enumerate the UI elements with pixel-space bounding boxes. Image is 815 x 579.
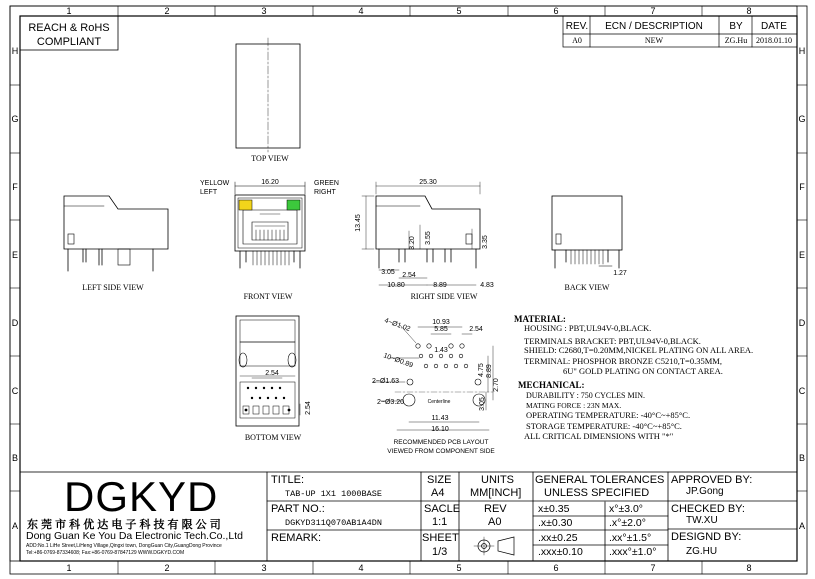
row-letter: H <box>11 46 19 56</box>
col-num: 3 <box>261 563 267 573</box>
mechanical-line: ALL CRITICAL DIMENSIONS WITH "*" <box>524 431 674 441</box>
pcb-dim-585: 5.85 <box>434 326 448 333</box>
col-num: 7 <box>650 563 656 573</box>
revision-table <box>563 16 797 47</box>
pcb-dim-163: 2~Ø1.63 <box>372 378 400 385</box>
mechanical-line: MATING FORCE : 23N MAX. <box>526 401 622 410</box>
row-letter: B <box>11 453 19 463</box>
rev-label: REV <box>484 503 507 515</box>
dim-bottom-254b: 2.54 <box>305 401 312 415</box>
row-letter: G <box>11 114 19 124</box>
row-letter: F <box>799 182 805 192</box>
pcb-dim-1610: 16.10 <box>431 426 449 433</box>
dim-side-height: 13.45 <box>355 214 362 232</box>
row-letter: E <box>11 250 19 260</box>
front-right-label: RIGHT <box>314 189 336 196</box>
tolerance-heading-1: GENERAL TOLERANCES <box>535 474 665 486</box>
pcb-dim-320: 2~Ø3.20 <box>377 399 405 406</box>
back-view-label: BACK VIEW <box>564 283 610 292</box>
date-header: DATE <box>761 21 787 32</box>
dim-side-width: 25.30 <box>419 179 437 186</box>
material-line: TERMINALS BRACKET: PBT,UL94V-0,BLACK. <box>524 336 701 346</box>
col-num: 8 <box>746 563 752 573</box>
checked-value: TW.XU <box>686 515 718 526</box>
bottom-view <box>236 316 312 426</box>
compliance-box <box>20 16 118 50</box>
checked-label: CHECKED BY: <box>671 503 745 515</box>
col-num: 2 <box>164 563 170 573</box>
partno-label: PART NO.: <box>271 503 325 515</box>
column-numbers-top <box>66 6 751 16</box>
dim-335: 3.35 <box>482 235 489 249</box>
designed-value: ZG.HU <box>686 546 718 557</box>
tolerance-linear: .xx±0.25 <box>538 532 578 544</box>
units-label: UNITS <box>481 474 514 486</box>
row-letter: A <box>798 521 806 531</box>
col-num: 1 <box>66 6 72 16</box>
units-value: MM[INCH] <box>470 487 522 499</box>
pcb-dim-254: 2.54 <box>469 326 483 333</box>
company-address: ADD:No.1 LiHe Street,LiHeng Village,Qingxi town, DongGuan City,GuangDong Province <box>26 543 222 549</box>
right-view-label: RIGHT SIDE VIEW <box>410 292 478 301</box>
bottom-view-label: BOTTOM VIEW <box>244 433 302 442</box>
mechanical-line: DURABILITY : 750 CYCLES MIN. <box>526 391 646 400</box>
dim-front-width: 16.20 <box>261 179 279 186</box>
pcb-dim-102: 4~Ø1.02 <box>383 317 412 334</box>
row-letters-right <box>798 46 805 531</box>
left-view-label: LEFT SIDE VIEW <box>82 283 144 292</box>
company-logo: DGKYD <box>64 473 219 520</box>
col-num: 4 <box>358 563 364 573</box>
tolerance-angular: .xx°±1.5° <box>609 532 652 544</box>
approved-label: APPROVED BY: <box>671 474 753 486</box>
designed-label: DESIGND BY: <box>671 531 742 543</box>
back-view <box>552 196 627 277</box>
col-num: 5 <box>456 563 462 573</box>
col-num: 1 <box>66 563 72 573</box>
sheet-value: 1/3 <box>432 546 448 558</box>
pcb-dim-475: 4.75 <box>478 363 485 377</box>
pcb-dim-143: 1.43 <box>434 347 448 354</box>
row-letter: H <box>798 46 806 56</box>
material-title: MATERIAL: <box>514 314 566 324</box>
projection-symbol-icon <box>474 537 514 555</box>
remark-label: REMARK: <box>271 532 322 544</box>
top-view <box>236 38 300 152</box>
mechanical-line: OPERATING TEMPERATURE: -40°C~+85°C. <box>526 410 691 420</box>
ecn-header: ECN / DESCRIPTION <box>605 21 703 32</box>
tolerance-heading-2: UNLESS SPECIFIED <box>544 487 650 499</box>
green-led <box>287 200 300 210</box>
pcb-dim-305: 3.05 <box>479 397 486 411</box>
material-notes <box>514 314 753 376</box>
dim-back-127: 1.27 <box>613 270 627 277</box>
row-letter: C <box>798 386 806 396</box>
right-side-view <box>355 179 494 289</box>
compliance-line1: REACH & RoHS <box>28 22 110 34</box>
pcb-dim-889: 8.89 <box>486 364 493 378</box>
material-line: 6U" GOLD PLATING ON CONTACT AREA. <box>563 366 723 376</box>
front-green-label: GREEN <box>314 180 339 187</box>
approved-value: JP.Gong <box>686 486 724 497</box>
company-name-en: Dong Guan Ke You Da Electronic Tech.Co.,Ltd <box>26 530 243 542</box>
tolerance-angular: .x°±2.0° <box>609 517 646 529</box>
col-num: 8 <box>746 6 752 16</box>
top-view-label: TOP VIEW <box>251 154 289 163</box>
size-label: SIZE <box>427 474 452 486</box>
material-line: TERMINAL: PHOSPHOR BRONZE C5210,T=0.35MM, <box>524 356 722 366</box>
ecn-value: NEW <box>644 36 664 45</box>
dim-483: 4.83 <box>480 282 494 289</box>
date-value: 2018.01.10 <box>756 36 792 45</box>
dim-254: 2.54 <box>402 272 416 279</box>
yellow-led <box>239 200 252 210</box>
tolerance-angular: .xxx°±1.0° <box>609 546 657 558</box>
tolerance-linear: .xxx±0.10 <box>538 546 583 558</box>
tolerance-angular: x°±3.0° <box>609 503 644 515</box>
material-line: HOUSING : PBT,UL94V-0,BLACK. <box>524 323 652 333</box>
pcb-layout <box>372 317 500 433</box>
front-view-label: FRONT VIEW <box>243 292 293 301</box>
front-left-label: LEFT <box>200 189 218 196</box>
sheet-label: SHEET <box>422 532 459 544</box>
pcb-dim-089: 10~Ø0.89 <box>382 352 414 370</box>
tolerance-linear: .x±0.30 <box>538 517 573 529</box>
mechanical-line: STORAGE TEMPERATURE: -40°C~+85°C. <box>526 421 682 431</box>
rev-value: A0 <box>572 36 582 45</box>
dim-1080: 10.80 <box>387 282 405 289</box>
rev-value: A0 <box>488 516 502 528</box>
col-num: 7 <box>650 6 656 16</box>
col-num: 3 <box>261 6 267 16</box>
col-num: 4 <box>358 6 364 16</box>
row-letter: A <box>11 521 19 531</box>
pcb-label-line2: VIEWED FROM COMPONENT SIDE <box>387 448 495 455</box>
title-label: TITLE: <box>271 474 305 486</box>
row-letter: D <box>11 318 19 328</box>
partno-value: DGKYD311Q070AB1A4DN <box>285 518 382 528</box>
row-letter: E <box>798 250 806 260</box>
material-line: SHIELD: C2680,T=0.20MM,NICKEL PLATING ON ALL AREA. <box>524 345 754 355</box>
size-value: A4 <box>431 487 445 499</box>
row-letter: F <box>12 182 18 192</box>
mechanical-notes <box>518 380 690 441</box>
col-num: 6 <box>553 6 559 16</box>
tolerance-linear: x±0.35 <box>538 503 570 515</box>
row-letters-left <box>11 46 18 531</box>
by-header: BY <box>729 21 743 32</box>
scale-label: SACLE <box>424 503 461 515</box>
front-yellow-label: YELLOW <box>200 180 230 187</box>
dim-355: 3.55 <box>425 231 432 245</box>
compliance-line2: COMPLIANT <box>36 36 102 48</box>
scale-value: 1:1 <box>432 516 448 528</box>
front-view <box>200 179 339 268</box>
row-letter: D <box>798 318 806 328</box>
pcb-dim-270: 2.70 <box>493 378 500 392</box>
dim-305: 3.05 <box>381 269 395 276</box>
pcb-centerline-label: Centerline <box>427 399 451 405</box>
title-value: TAB-UP 1X1 1000BASE <box>285 489 382 499</box>
col-num: 6 <box>553 563 559 573</box>
company-name-cn: 东 莞 市 科 优 达 电 子 科 技 有 限 公 司 <box>27 519 221 531</box>
dim-889: 8.89 <box>433 282 447 289</box>
pcb-label-line1: RECOMMENDED PCB LAYOUT <box>393 439 489 446</box>
rev-header: REV. <box>565 21 589 32</box>
row-letter: B <box>798 453 806 463</box>
company-contact: Tel:+86-0769-87334608; Fax:+86-0769-87847129 WWW.DGKYD.COM <box>26 550 185 556</box>
dim-320: 3.20 <box>409 236 416 250</box>
column-numbers-bottom <box>66 563 751 573</box>
pcb-dim-1143: 11.43 <box>431 415 449 422</box>
by-value: ZG.Hu <box>724 36 748 45</box>
col-num: 2 <box>164 6 170 16</box>
mechanical-title: MECHANICAL: <box>518 380 585 390</box>
pcb-dim-1093: 10.93 <box>432 319 450 326</box>
row-letter: C <box>11 386 19 396</box>
left-side-view <box>64 196 168 271</box>
dim-bottom-254a: 2.54 <box>265 370 279 377</box>
row-letter: G <box>798 114 806 124</box>
col-num: 5 <box>456 6 462 16</box>
